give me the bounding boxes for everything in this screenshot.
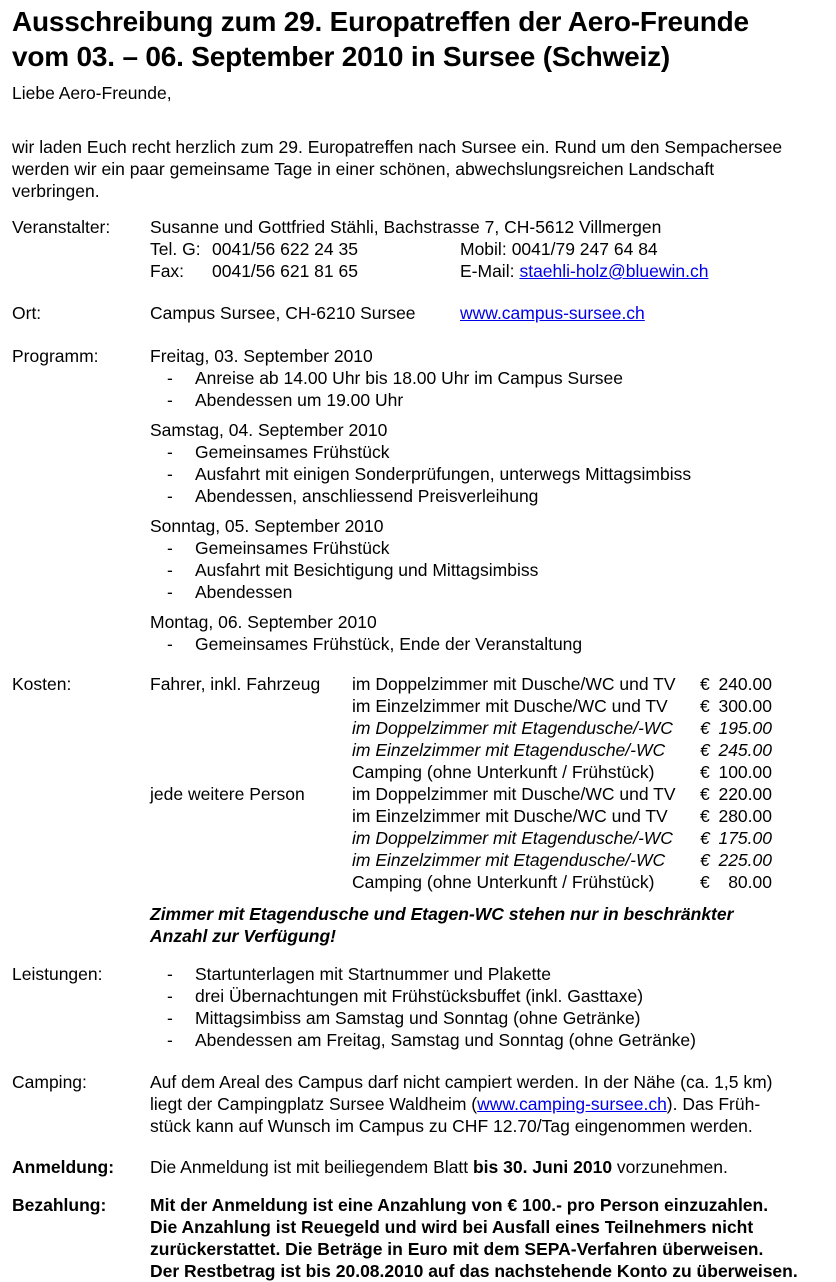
bezahlung-line: zurückerstattet. Die Beträge in Euro mit dem SEPA-Verfahren überweisen. <box>150 1239 764 1259</box>
cost-price <box>700 849 772 871</box>
camping-line: stück kann auf Wunsch im Campus zu CHF 12.70/Tag eingenommen werden. <box>150 1116 753 1136</box>
bezahlung-content <box>150 1194 830 1282</box>
currency-symbol: € <box>700 784 710 804</box>
list-item-text: Abendessen, anschliessend Preisverleihung <box>195 486 539 506</box>
venue-text: Campus Sursee, CH-6210 Sursee <box>150 303 416 323</box>
phone-office-value: 0041/56 622 24 35 <box>212 239 358 259</box>
intro-paragraph <box>12 136 830 202</box>
list-item-text: Ausfahrt mit einigen Sonderprüfungen, unterwegs Mittagsimbiss <box>195 464 692 484</box>
cost-row <box>150 783 830 805</box>
section-label-anmeldung: Anmeldung: <box>12 1157 115 1177</box>
currency-symbol: € <box>700 740 710 760</box>
fax-value: 0041/56 621 81 65 <box>212 261 358 281</box>
cost-item-label: im Doppelzimmer mit Dusche/WC und TV <box>352 784 676 804</box>
cost-amount: 245.00 <box>718 740 772 760</box>
cost-item-label: im Einzelzimmer mit Dusche/WC und TV <box>352 806 668 826</box>
bullet-dash: - <box>167 560 173 580</box>
cost-row <box>150 761 830 783</box>
bullet-dash: - <box>167 1008 173 1028</box>
program-day-friday <box>150 345 830 411</box>
section-label-kosten: Kosten: <box>12 674 72 694</box>
list-item-text: Anreise ab 14.00 Uhr bis 18.00 Uhr im Campus Sursee <box>195 368 623 388</box>
phone-mobile-value: 0041/79 247 64 84 <box>511 239 658 259</box>
bullet-dash: - <box>167 634 173 654</box>
list-item <box>150 633 830 655</box>
leistungen-content <box>150 963 830 1051</box>
cost-row <box>150 805 830 827</box>
note-line: Zimmer mit Etagendusche und Etagen-WC stehen nur in beschränkter <box>150 904 734 924</box>
section-label-veranstalter: Veranstalter: <box>12 217 111 237</box>
note-line: Anzahl zur Verfügung! <box>150 926 337 946</box>
email-link[interactable]: staehli-holz@bluewin.ch <box>519 261 709 281</box>
camping-line: Auf dem Areal des Campus darf nicht campiert werden. In der Nähe (ca. 1,5 km) <box>150 1072 773 1092</box>
currency-symbol: € <box>700 806 710 826</box>
contact-row-2 <box>150 260 830 282</box>
section-anmeldung <box>12 1156 830 1178</box>
cost-row <box>150 695 830 717</box>
cost-group-label: Fahrer, inkl. Fahrzeug <box>150 674 321 694</box>
list-item <box>150 963 830 985</box>
list-item-text: Mittagsimbiss am Samstag und Sonntag (ohne Getränke) <box>195 1008 641 1028</box>
venue-link[interactable]: www.campus-sursee.ch <box>460 303 645 323</box>
page-title <box>12 4 830 74</box>
currency-symbol: € <box>700 718 710 738</box>
camping-text-after-link: ). Das Früh- <box>666 1094 761 1114</box>
cost-amount: 175.00 <box>718 828 772 848</box>
fax <box>150 260 460 282</box>
list-item <box>150 441 830 463</box>
program-day-title: Montag, 06. September 2010 <box>150 612 377 632</box>
section-ort <box>12 302 830 324</box>
cost-row <box>150 739 830 761</box>
list-item-text: Ausfahrt mit Besichtigung und Mittagsimbiss <box>195 560 539 580</box>
bullet-dash: - <box>167 442 173 462</box>
intro-line: werden wir ein paar gemeinsame Tage in einer schönen, abwechslungsreichen Landschaft <box>12 159 715 179</box>
cost-price <box>700 783 772 805</box>
program-day-monday <box>150 611 830 655</box>
cost-row <box>150 849 830 871</box>
phone-mobile <box>460 238 658 260</box>
section-label-programm: Programm: <box>12 346 99 366</box>
bullet-dash: - <box>167 538 173 558</box>
program-day-title: Freitag, 03. September 2010 <box>150 346 373 366</box>
programm-content <box>150 345 830 655</box>
program-day-title: Sonntag, 05. September 2010 <box>150 516 384 536</box>
section-kosten <box>12 673 830 893</box>
bullet-dash: - <box>167 964 173 984</box>
list-item <box>150 985 830 1007</box>
list-item <box>150 389 830 411</box>
cost-item-label: Camping (ohne Unterkunft / Frühstück) <box>352 762 655 782</box>
cost-group-label <box>150 717 352 739</box>
cost-group-label: jede weitere Person <box>150 784 305 804</box>
bezahlung-line: Die Anzahlung ist Reuegeld und wird bei Ausfall eines Teilnehmers nicht <box>150 1217 754 1237</box>
cost-amount: 80.00 <box>728 872 772 892</box>
program-day-title: Samstag, 04. September 2010 <box>150 420 388 440</box>
section-label-bezahlung: Bezahlung: <box>12 1195 107 1215</box>
currency-symbol: € <box>700 872 710 892</box>
currency-symbol: € <box>700 696 710 716</box>
list-item-text: drei Übernachtungen mit Frühstücksbuffet (inkl. Gasttaxe) <box>195 986 644 1006</box>
rooms-availability-note <box>150 903 830 947</box>
cost-group-label <box>150 695 352 717</box>
bullet-dash: - <box>167 464 173 484</box>
section-label-leistungen: Leistungen: <box>12 964 103 984</box>
cost-price <box>700 761 772 783</box>
program-day-sunday <box>150 515 830 603</box>
phone-office <box>150 238 460 260</box>
cost-row <box>150 871 830 893</box>
cost-price <box>700 739 772 761</box>
section-programm <box>12 345 830 655</box>
list-item <box>150 581 830 603</box>
email-label: E-Mail: <box>460 261 515 281</box>
section-camping <box>12 1071 830 1137</box>
cost-group-label <box>150 871 352 893</box>
cost-amount: 100.00 <box>718 762 772 782</box>
cost-price <box>700 827 772 849</box>
cost-price <box>700 871 772 893</box>
cost-amount: 280.00 <box>718 806 772 826</box>
email <box>460 260 708 282</box>
title-line-2: vom 03. – 06. September 2010 in Sursee (Schweiz) <box>12 41 671 72</box>
anmeldung-content <box>150 1156 830 1178</box>
cost-item-label: im Doppelzimmer mit Etagendusche/-WC <box>352 828 673 848</box>
list-item-text: Gemeinsames Frühstück <box>195 442 390 462</box>
cost-item-label: im Doppelzimmer mit Etagendusche/-WC <box>352 718 673 738</box>
camping-text-before-link: liegt der Campingplatz Sursee Waldheim ( <box>150 1094 478 1114</box>
currency-symbol: € <box>700 850 710 870</box>
bullet-dash: - <box>167 1030 173 1050</box>
contact-row-1 <box>150 238 830 260</box>
camping-line <box>150 1093 830 1115</box>
section-label-ort: Ort: <box>12 303 42 323</box>
cost-item-label: im Einzelzimmer mit Etagendusche/-WC <box>352 740 666 760</box>
cost-item-label: im Doppelzimmer mit Dusche/WC und TV <box>352 674 676 694</box>
cost-amount: 240.00 <box>718 674 772 694</box>
list-item-text: Abendessen <box>195 582 293 602</box>
phone-office-label: Tel. G: <box>150 239 201 259</box>
cost-group-label <box>150 827 352 849</box>
cost-item-label: Camping (ohne Unterkunft / Frühstück) <box>352 872 655 892</box>
section-veranstalter <box>12 216 830 282</box>
ort-content <box>150 302 830 324</box>
cost-group-label <box>150 805 352 827</box>
camping-content <box>150 1071 830 1137</box>
cost-row <box>150 827 830 849</box>
bezahlung-line: Mit der Anmeldung ist eine Anzahlung von € 100.- pro Person einzuzahlen. <box>150 1195 769 1215</box>
anmeldung-text-before: Die Anmeldung ist mit beiliegendem Blatt <box>150 1157 473 1177</box>
program-day-saturday <box>150 419 830 507</box>
currency-symbol: € <box>700 762 710 782</box>
cost-group-label <box>150 739 352 761</box>
cost-row <box>150 717 830 739</box>
list-item <box>150 559 830 581</box>
cost-amount: 225.00 <box>718 850 772 870</box>
kosten-content <box>150 673 830 893</box>
bullet-dash: - <box>167 390 173 410</box>
section-leistungen <box>12 963 830 1051</box>
greeting: Liebe Aero-Freunde, <box>12 83 172 103</box>
cost-amount: 300.00 <box>718 696 772 716</box>
intro-line: wir laden Euch recht herzlich zum 29. Europatreffen nach Sursee ein. Rund um den Sempachersee <box>12 137 783 157</box>
list-item <box>150 367 830 389</box>
cost-row <box>150 673 830 695</box>
section-bezahlung <box>12 1194 830 1282</box>
phone-mobile-label: Mobil: <box>460 239 507 259</box>
cost-item-label: im Einzelzimmer mit Etagendusche/-WC <box>352 850 666 870</box>
list-item-text: Startunterlagen mit Startnummer und Plakette <box>195 964 552 984</box>
cost-price <box>700 695 772 717</box>
cost-price <box>700 717 772 739</box>
currency-symbol: € <box>700 674 710 694</box>
document-page <box>0 4 836 1282</box>
currency-symbol: € <box>700 828 710 848</box>
title-line-1: Ausschreibung zum 29. Europatreffen der Aero-Freunde <box>12 6 749 37</box>
cost-amount: 220.00 <box>718 784 772 804</box>
list-item <box>150 485 830 507</box>
bullet-dash: - <box>167 986 173 1006</box>
anmeldung-text-after: vorzunehmen. <box>612 1157 728 1177</box>
organizer-address: Susanne und Gottfried Stähli, Bachstrasse 7, CH-5612 Villmergen <box>150 217 662 237</box>
intro-line: verbringen. <box>12 181 100 201</box>
bullet-dash: - <box>167 486 173 506</box>
cost-price <box>700 673 772 695</box>
section-label-camping: Camping: <box>12 1072 87 1092</box>
list-item <box>150 1029 830 1051</box>
cost-price <box>700 805 772 827</box>
list-item-text: Abendessen um 19.00 Uhr <box>195 390 404 410</box>
cost-group-label <box>150 849 352 871</box>
bullet-dash: - <box>167 368 173 388</box>
list-item-text: Gemeinsames Frühstück, Ende der Veranstaltung <box>195 634 583 654</box>
veranstalter-content <box>150 216 830 282</box>
list-item <box>150 1007 830 1029</box>
bezahlung-line: Der Restbetrag ist bis 20.08.2010 auf das nachstehende Konto zu überweisen. <box>150 1261 798 1281</box>
cost-group-label <box>150 761 352 783</box>
list-item-text: Abendessen am Freitag, Samstag und Sonntag (ohne Getränke) <box>195 1030 696 1050</box>
bullet-dash: - <box>167 582 173 602</box>
list-item <box>150 537 830 559</box>
list-item <box>150 463 830 485</box>
cost-item-label: im Einzelzimmer mit Dusche/WC und TV <box>352 696 668 716</box>
camping-site-link[interactable]: www.camping-sursee.ch <box>477 1094 667 1114</box>
anmeldung-deadline: bis 30. Juni 2010 <box>472 1157 613 1177</box>
list-item-text: Gemeinsames Frühstück <box>195 538 390 558</box>
cost-amount: 195.00 <box>718 718 772 738</box>
fax-label: Fax: <box>150 261 185 281</box>
